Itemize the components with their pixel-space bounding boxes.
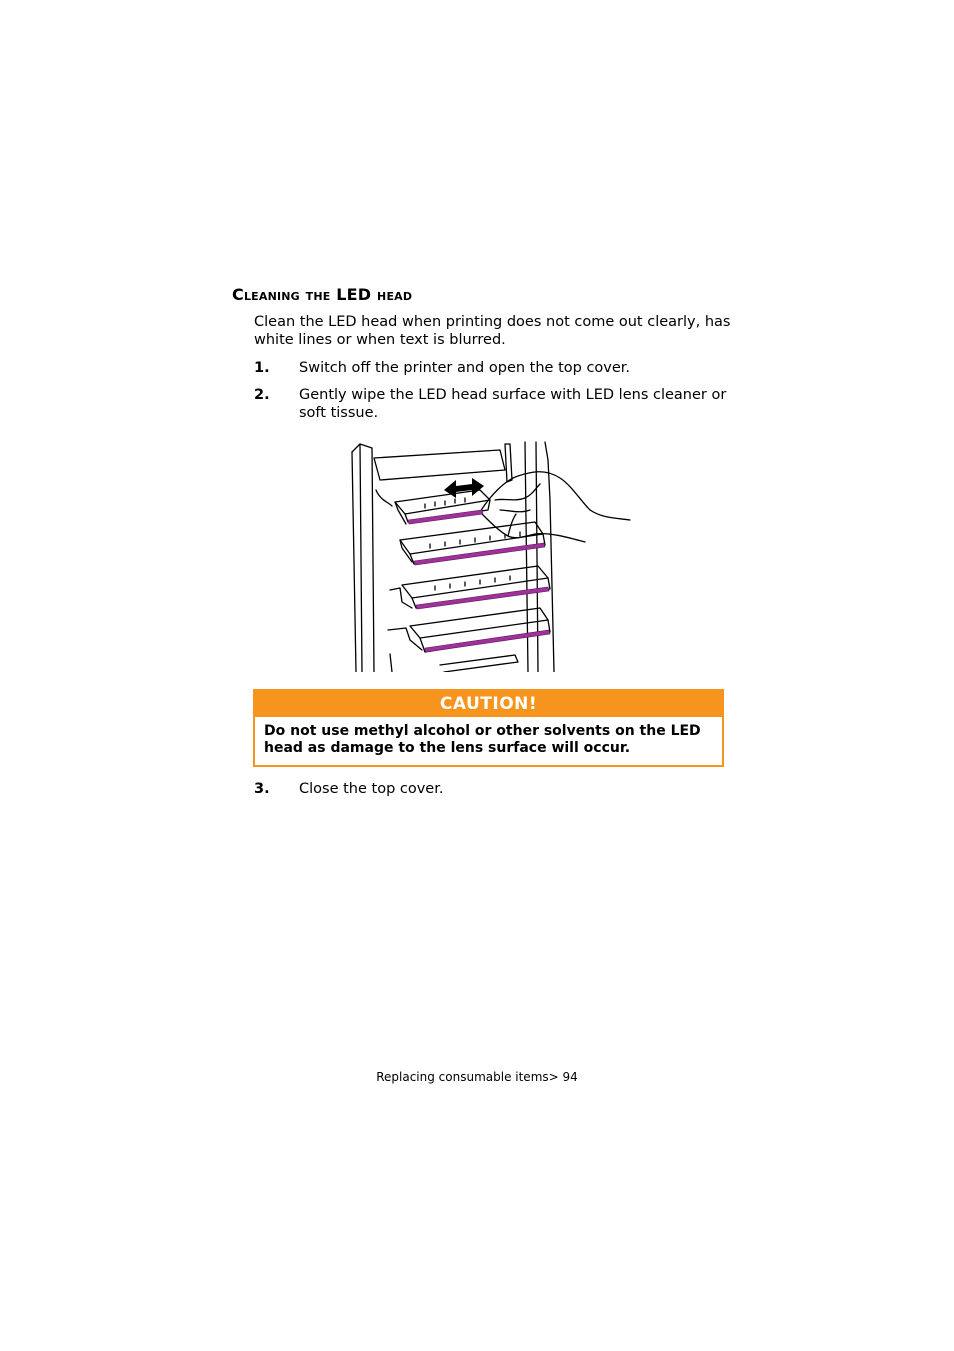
- caution-text: Do not use methyl alcohol or other solvents on the LED head as damage to the lens surface will occur.: [264, 723, 701, 756]
- caution-title: CAUTION!: [255, 691, 722, 717]
- led-head-cleaning-illustration: [340, 440, 640, 672]
- page-footer: Replacing consumable items> 94: [376, 1070, 578, 1084]
- step-number: 2.: [254, 387, 270, 403]
- step-text: Switch off the printer and open the top cover.: [299, 360, 631, 376]
- intro-paragraph: Clean the LED head when printing does not come out clearly, has white lines or when text is blurred.: [254, 314, 731, 348]
- step-number: 1.: [254, 360, 270, 376]
- step-number: 3.: [254, 781, 270, 797]
- step-text: Close the top cover.: [299, 781, 444, 797]
- step-text: Gently wipe the LED head surface with LED lens cleaner or soft tissue.: [299, 387, 727, 421]
- section-title: Cleaning the LED head: [232, 285, 413, 304]
- caution-box: [253, 689, 724, 767]
